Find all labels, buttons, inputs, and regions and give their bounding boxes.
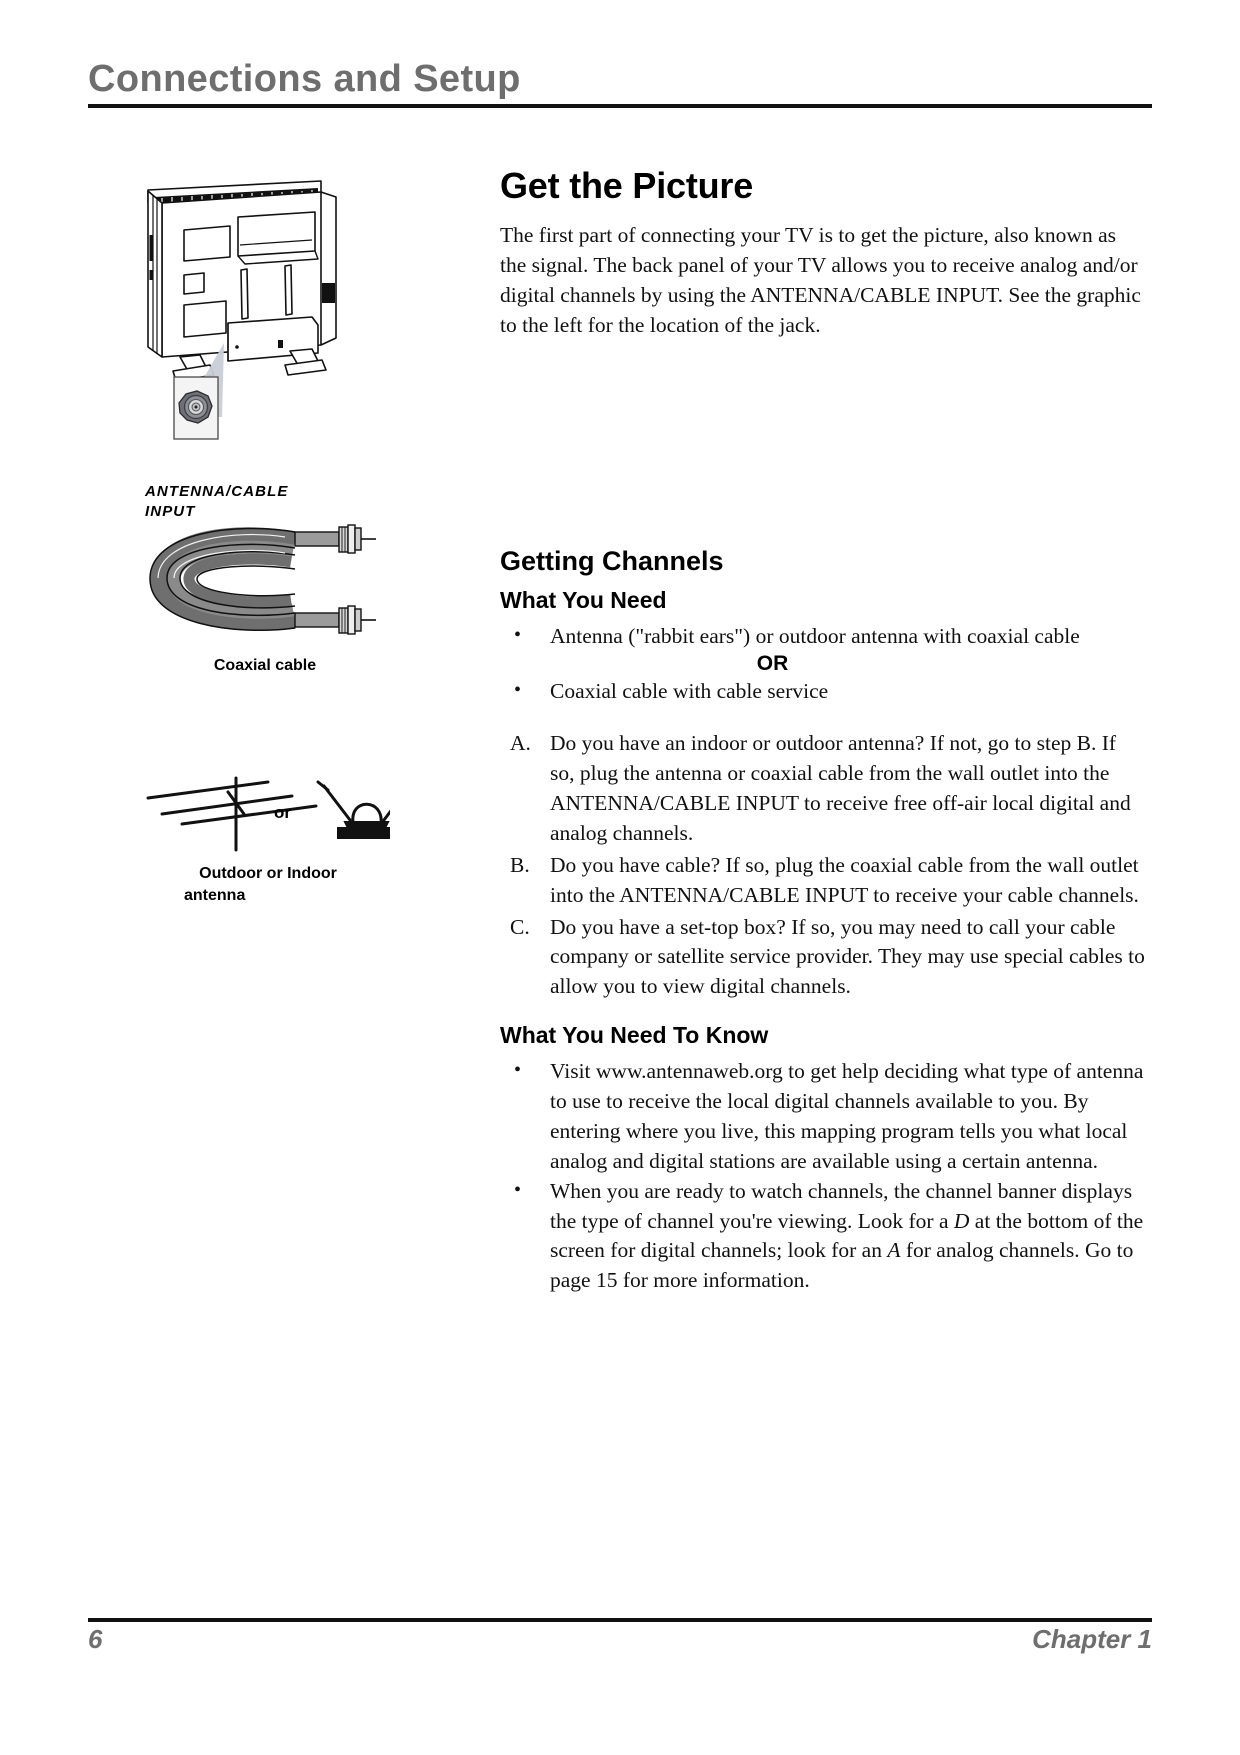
- coaxial-cable-icon: [145, 520, 385, 645]
- antenna-or-label: or: [274, 803, 291, 822]
- bullet-marker: •: [514, 679, 522, 702]
- step-marker: A.: [510, 731, 531, 756]
- illustration-column: [140, 175, 420, 904]
- page-number: 6: [88, 1624, 103, 1654]
- coaxial-cable-caption: Coaxial cable: [213, 657, 317, 674]
- f-connector-bottom: [295, 606, 376, 634]
- text-part-2: at the bottom of the screen for digital channels; look for an: [550, 1208, 1144, 1263]
- list-item: [500, 1057, 1145, 1177]
- bullet-marker: •: [514, 623, 522, 646]
- vertical-spacer: [500, 341, 1145, 546]
- text-part-3: for analog channels. Go to page 15 for more information.: [550, 1238, 1134, 1293]
- antenna-cable-input-caption: [145, 482, 375, 523]
- list-item: [500, 677, 1145, 707]
- step-marker: C.: [510, 914, 530, 939]
- content-column: [500, 165, 1145, 1296]
- section-title-getting-channels: Getting Channels: [500, 545, 724, 576]
- footer-divider: [88, 1618, 1152, 1622]
- text-part-1: When you are ready to watch channels, the channel banner displays the type of channel you're viewing. Look for a: [550, 1178, 1133, 1233]
- page-footer: [88, 1618, 1152, 1655]
- page-header: [88, 60, 1152, 108]
- vertical-spacer: [500, 707, 1145, 729]
- tv-back-panel-figure: [140, 175, 390, 521]
- intro-paragraph: The first part of connecting your TV is to get the picture, also known as the signal. The back panel of your TV allows you to receive analog and/or digital channels by using the ANTENNA/CABLE INPUT. See the graphic to the left for the location of the jack.: [500, 223, 1141, 337]
- bullet-marker: •: [514, 1059, 522, 1082]
- what-you-need-to-know-list: [500, 1057, 1145, 1296]
- chapter-label: Chapter 1: [1032, 1624, 1152, 1654]
- footer-row: [88, 1624, 1152, 1655]
- or-divider: OR: [756, 652, 789, 676]
- section-title-get-the-picture: Get the Picture: [500, 165, 754, 206]
- step-marker: B.: [510, 852, 530, 877]
- header-divider: [88, 104, 1152, 108]
- coaxial-cable-figure: [145, 520, 385, 645]
- what-you-need-list: [500, 622, 1145, 708]
- emphasis-digital: D: [953, 1208, 970, 1233]
- section-title-what-you-need: What You Need: [500, 586, 667, 613]
- list-item-text: [550, 1179, 1143, 1293]
- list-item-text: Do you have an indoor or outdoor antenna? If not, go to step B. If so, plug the antenna or coaxial cable from the wall outlet into the ANTENNA/CABLE INPUT to receive free off-air local digital and analog channels.: [550, 731, 1131, 845]
- caption-line-1: ANTENNA/CABLE: [145, 483, 289, 500]
- section-title-what-you-need-to-know: What You Need To Know: [500, 1022, 769, 1049]
- antenna-caption: [148, 863, 388, 906]
- emphasis-analog: A: [887, 1238, 901, 1263]
- list-item: [500, 622, 1145, 652]
- page-title: Connections and Setup: [88, 58, 521, 100]
- list-item: [500, 1177, 1145, 1297]
- tv-back-panel-icon: [140, 175, 390, 475]
- list-item: [500, 729, 1145, 849]
- caption-line-2: INPUT: [145, 503, 196, 521]
- indoor-antenna-icon: [318, 782, 390, 838]
- coax-jack-zoom: [174, 377, 218, 439]
- vertical-spacer: [500, 1004, 1145, 1022]
- list-item-text: Coaxial cable with cable service: [550, 679, 829, 704]
- bullet-marker: •: [514, 1178, 522, 1201]
- list-item-text: Visit www.antennaweb.org to get help deciding what type of antenna to use to receive the local digital channels available to you. By entering where you live, this mapping program tells you what local analog and digital stations are available using a certain antenna.: [550, 1059, 1144, 1173]
- list-item: [500, 851, 1145, 911]
- antenna-figure: [140, 770, 390, 855]
- antenna-icons: [140, 770, 390, 855]
- f-connector-top: [295, 525, 376, 553]
- list-item-text: Antenna ("rabbit ears") or outdoor antenna with coaxial cable: [550, 623, 1080, 648]
- list-item-text: Do you have a set-top box? If so, you may need to call your cable company or satellite service provider. They may use special cables to allow you to view digital channels.: [550, 914, 1145, 999]
- lettered-steps-list: [500, 729, 1145, 1002]
- antenna-caption-line-2: antenna: [184, 886, 246, 904]
- list-item: [500, 913, 1145, 1003]
- list-item-text: Do you have cable? If so, plug the coaxial cable from the wall outlet into the ANTENNA/CABLE INPUT to receive your cable channels.: [550, 852, 1139, 907]
- antenna-caption-line-1: Outdoor or Indoor: [199, 865, 337, 882]
